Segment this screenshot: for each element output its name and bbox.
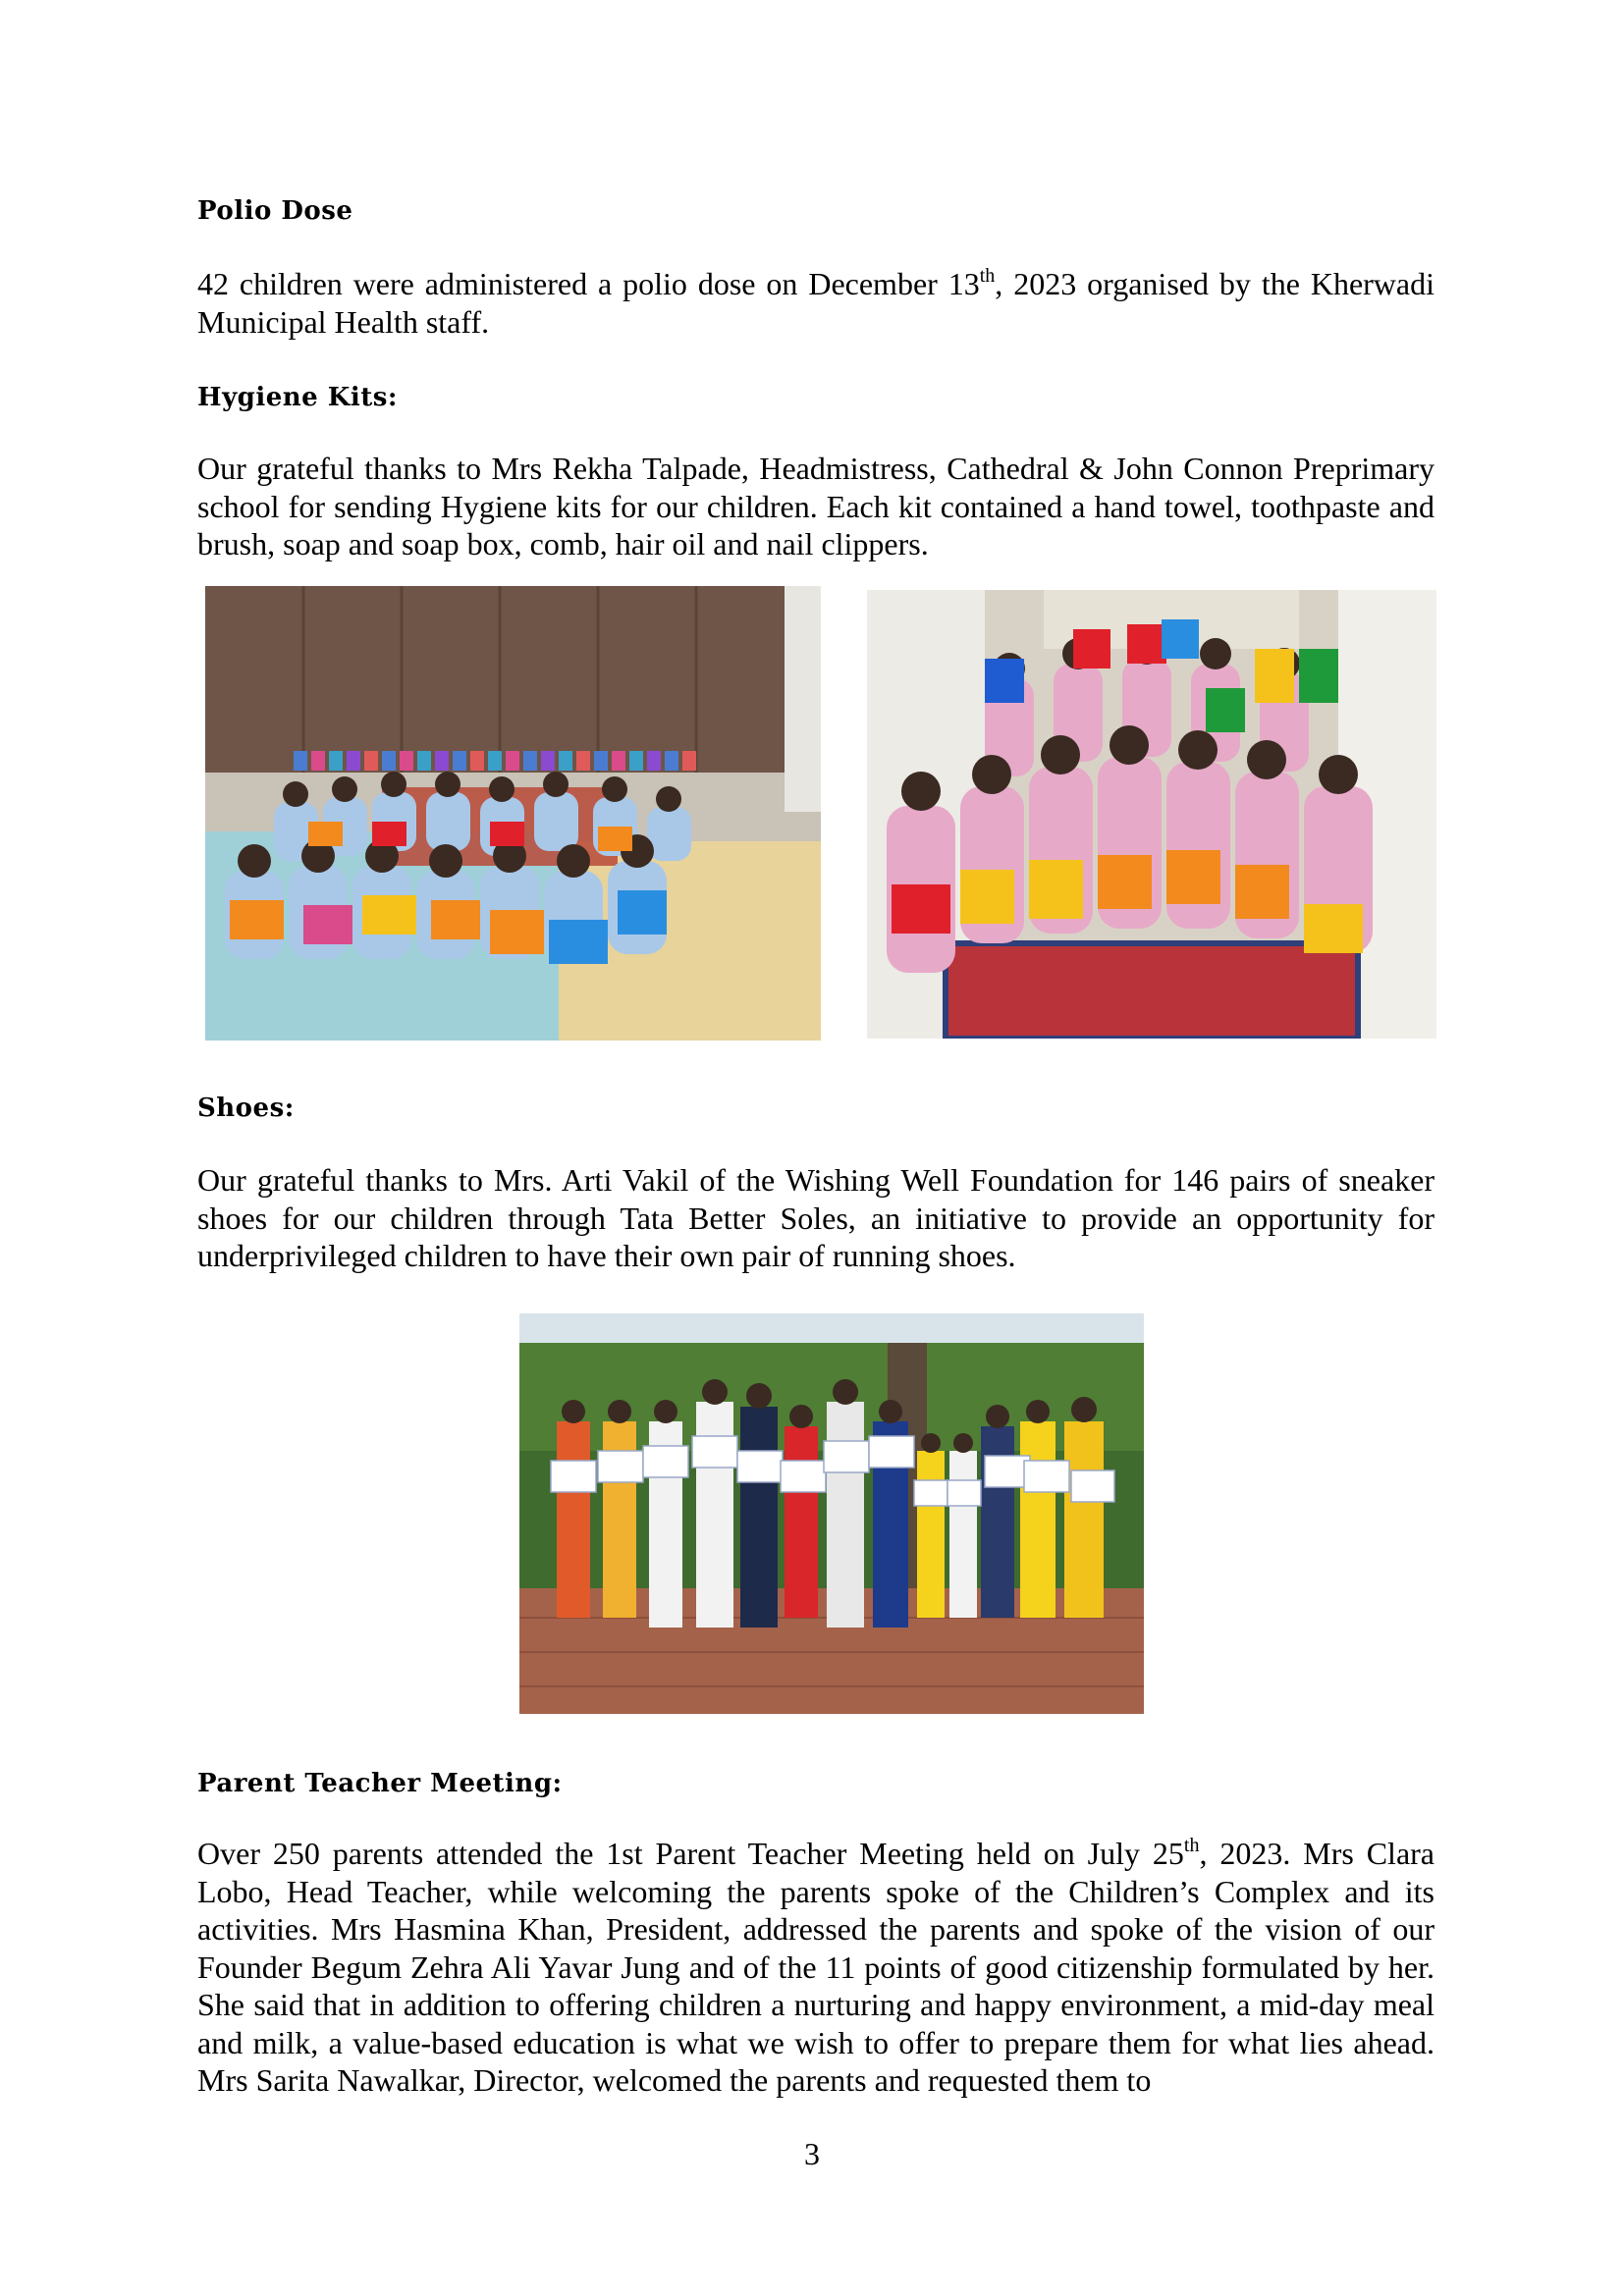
polio-text-end: , 2023 organised by the Kherwadi Municipal Health staff. xyxy=(197,266,1435,340)
shoes-paragraph: Our grateful thanks to Mrs. Arti Vakil of the Wishing Well Foundation for 146 pairs of sneaker shoes for our children through Tata Better Soles, an initiative to provide an opportunity for underprivileged children to have their own pair of running shoes. xyxy=(197,1162,1435,1273)
ptm-paragraph xyxy=(197,1835,1435,2100)
ptm-superscript: th xyxy=(1183,1835,1200,1856)
hygiene-kits-photo-corridor xyxy=(867,590,1436,1039)
polio-superscript: th xyxy=(979,265,996,287)
ptm-text-end: , 2023. Mrs Clara Lobo, Head Teacher, while welcoming the parents spoke of the Children’s Complex and its activities. Mrs Hasmina Khan, President, addressed the parents and spoke of the vision of our Founder Begum Zehra Ali Yavar Jung and of the 11 points of good citizenship formulated by her. She said that in addition to offering children a nurturing and happy environment, a mid-day meal and milk, a value-based education is what we wish to offer to prepare them for what lies ahead. Mrs Sarita Nawalkar, Director, welcomed the parents and requested them to xyxy=(197,1836,1435,2098)
polio-heading: Polio Dose xyxy=(197,196,353,226)
hygiene-heading: Hygiene Kits: xyxy=(197,383,398,412)
hygiene-kits-photo-classroom xyxy=(205,586,821,1041)
bag-row xyxy=(294,751,696,771)
ptm-heading: Parent Teacher Meeting: xyxy=(197,1769,563,1798)
page-number: 3 xyxy=(804,2136,820,2171)
hygiene-paragraph: Our grateful thanks to Mrs Rekha Talpade, Headmistress, Cathedral & John Connon Preprimary school for sending Hygiene kits for our children. Each kit contained a hand towel, toothpaste and brush, soap and soap box, comb, hair oil and nail clippers. xyxy=(197,451,1435,561)
ptm-text-start: Over 250 parents attended the 1st Parent Teacher Meeting held on July 25 xyxy=(197,1836,1184,1871)
polio-text-start: 42 children were administered a polio dose on December 13 xyxy=(197,266,980,301)
shoes-photo-group xyxy=(519,1313,1144,1714)
polio-paragraph xyxy=(197,265,1435,341)
shoes-heading: Shoes: xyxy=(197,1094,295,1123)
